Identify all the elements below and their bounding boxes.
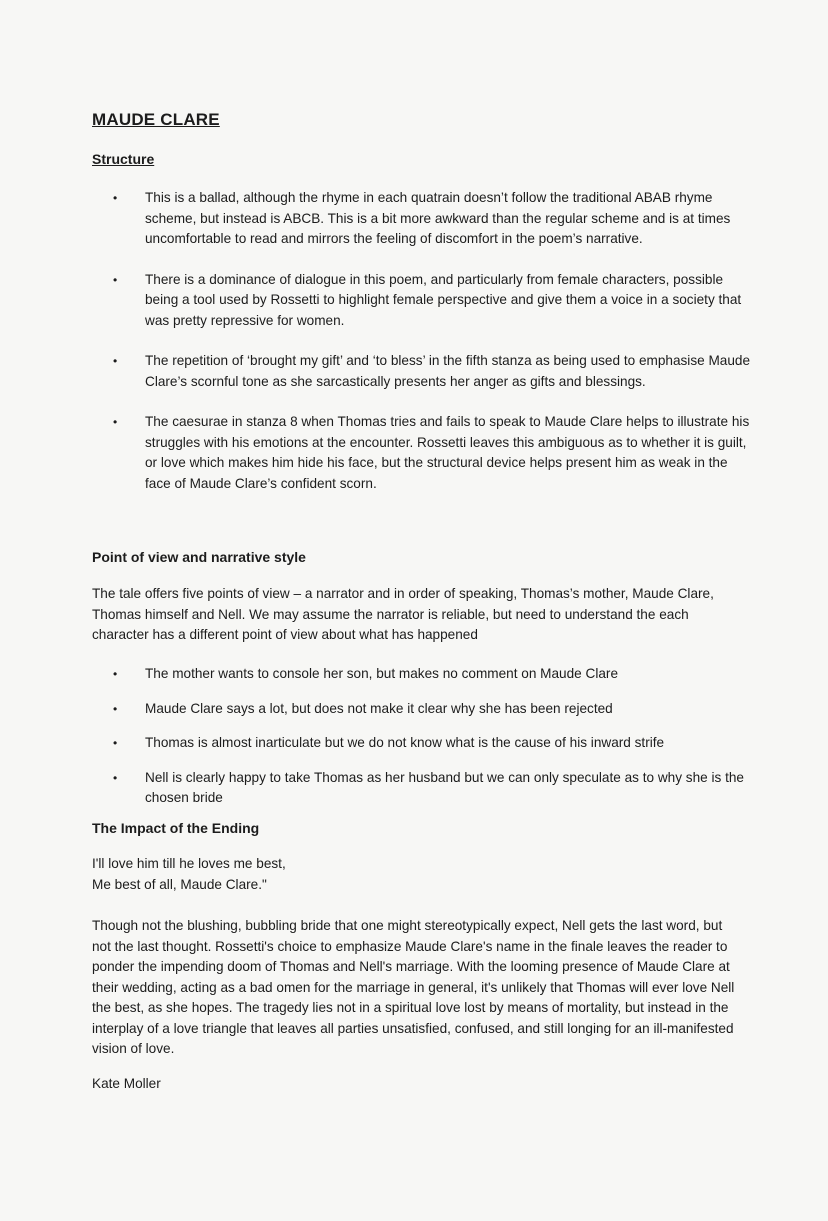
list-item-text: Thomas is almost inarticulate but we do not know what is the cause of his inward strife xyxy=(145,735,665,750)
quote-line: I'll love him till he loves me best, xyxy=(92,856,286,871)
structure-heading: Structure xyxy=(92,151,155,167)
bullet-icon: • xyxy=(113,272,118,287)
list-item-text: This is a ballad, although the rhyme in each quatrain doesn’t follow the traditional ABAB rhyme scheme, but instead is ABCB. This is a bit more awkward than the regular scheme and is at times uncomfortable to read and mirrors the feeling of discomfort in the poem’s narrative. xyxy=(145,190,731,246)
list-item xyxy=(113,412,753,494)
list-item xyxy=(113,351,753,392)
list-item xyxy=(113,733,753,754)
list-item xyxy=(113,768,753,809)
list-item-text: The mother wants to console her son, but makes no comment on Maude Clare xyxy=(145,666,619,681)
list-item xyxy=(113,699,753,720)
bullet-icon: • xyxy=(113,667,118,681)
bullet-icon: • xyxy=(113,736,118,750)
list-item-text: There is a dominance of dialogue in this poem, and particularly from female characters, possible being a tool used by Rossetti to highlight female perspective and give them a voice in a society that was pretty repressive for women. xyxy=(145,271,742,328)
bullet-icon: • xyxy=(113,191,118,205)
list-item xyxy=(113,188,753,250)
list-item-text: The caesurae in stanza 8 when Thomas tries and fails to speak to Maude Clare helps to illustrate his struggles with his emotions at the encounter. Rossetti leaves this ambiguous as to whether it is guilt, or love which makes him hide his face, but the structural device helps present him as weak in the face of Maude Clare’s confident scorn. xyxy=(145,414,750,491)
document-title: MAUDE CLARE xyxy=(92,110,220,129)
list-item-text: Maude Clare says a lot, but does not make it clear why she has been rejected xyxy=(145,700,613,716)
structure-list xyxy=(113,188,753,494)
bullet-icon: • xyxy=(113,415,118,429)
bullet-icon: • xyxy=(113,701,118,716)
list-item-text: The repetition of ‘brought my gift’ and ‘to bless’ in the fifth stanza as being used to emphasise Maude Clare’s scornful tone as she sarcastically presents her anger as gifts and blessings. xyxy=(145,353,751,389)
list-item-text: Nell is clearly happy to take Thomas as her husband but we can only speculate as to why she is the chosen bride xyxy=(145,769,744,805)
ending-quote xyxy=(92,854,742,895)
list-item xyxy=(113,664,753,685)
ending-paragraph: Though not the blushing, bubbling bride that one might stereotypically expect, Nell gets the last word, but not the last thought. Rossetti's choice to emphasize Maude Clare's name in the finale leaves the reader to ponder the impending doom of Thomas and Nell's marriage. With the looming presence of Maude Clare at their wedding, acting as a bad omen for the marriage in general, it's unlikely that Thomas will ever love Nell the best, as she hopes. The tragedy lies not in a spiritual love lost by means of mortality, but instead in the interplay of a love triangle that leaves all parties unsatisfied, confused, and still longing for an ill-manifested vision of love. xyxy=(92,918,735,1056)
bullet-icon: • xyxy=(113,770,118,785)
point-of-view-heading: Point of view and narrative style xyxy=(92,549,306,565)
ending-heading: The Impact of the Ending xyxy=(92,820,260,836)
quote-line: Me best of all, Maude Clare." xyxy=(92,876,267,892)
list-item xyxy=(113,270,753,332)
bullet-icon: • xyxy=(113,354,118,368)
point-of-view-intro: The tale offers five points of view – a narrator and in order of speaking, Thomas’s mother, Maude Clare, Thomas himself and Nell. We may assume the narrator is reliable, but need to understand the each character has a different point of view about what has happened xyxy=(92,586,714,642)
point-of-view-list xyxy=(113,664,753,809)
author-name: Kate Moller xyxy=(92,1076,161,1091)
